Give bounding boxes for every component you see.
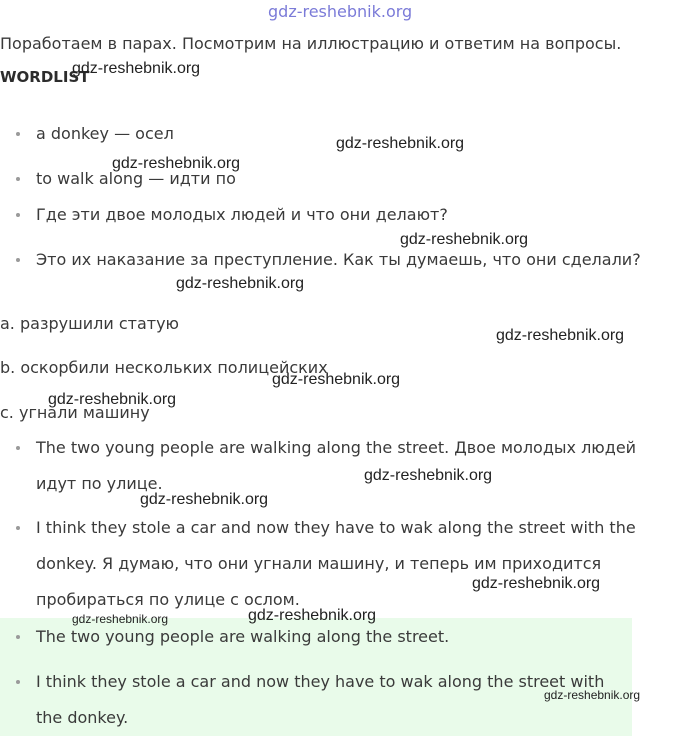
highlight-answer-item: The two young people are walking along the street. (16, 619, 449, 655)
bullet-icon (16, 258, 20, 262)
watermark: gdz-reshebnik.org (364, 467, 493, 484)
watermark: gdz-reshebnik.org (140, 491, 269, 508)
option-a: a. разрушили статую (0, 314, 179, 333)
watermark: gdz-reshebnik.org (72, 612, 169, 626)
watermark: gdz-reshebnik.org (72, 60, 201, 77)
bullet-icon (16, 526, 20, 530)
intro-text: Поработаем в парах. Посмотрим на иллюстрацию и ответим на вопросы. (0, 34, 622, 53)
watermark: gdz-reshebnik.org (248, 607, 377, 624)
watermark: gdz-reshebnik.org (496, 327, 625, 344)
watermark: gdz-reshebnik.org (112, 155, 241, 172)
answer-item: I think they stole a car and now they have to wak along the street with the donkey. Я думаю, что они угнали машину, и теперь им приходится пробираться по улице с ослом. (16, 510, 636, 618)
watermark: gdz-reshebnik.org (336, 135, 465, 152)
list-item: to walk along — идти по (16, 161, 236, 197)
top-watermark: gdz-reshebnik.org (268, 2, 413, 21)
answer-item: The two young people are walking along the street. Двое молодых людей идут по улице. (16, 430, 636, 502)
option-c: c. угнали машину (0, 403, 150, 422)
bullet-icon (16, 213, 20, 217)
bullet-icon (16, 680, 20, 684)
watermark: gdz-reshebnik.org (272, 371, 401, 388)
watermark: gdz-reshebnik.org (176, 275, 305, 292)
bullet-icon (16, 132, 20, 136)
watermark: gdz-reshebnik.org (472, 575, 601, 592)
option-b: b. оскорбили нескольких полицейских (0, 358, 328, 377)
watermark: gdz-reshebnik.org (544, 688, 641, 702)
watermark: gdz-reshebnik.org (48, 391, 177, 408)
wordlist-heading: WORDLIST (0, 68, 90, 86)
list-item: a donkey — осел (16, 116, 174, 152)
bullet-icon (16, 177, 20, 181)
highlight-answer-item: I think they stole a car and now they have to wak along the street with the donkey. (16, 664, 604, 736)
bullet-icon (16, 446, 20, 450)
bullet-icon (16, 635, 20, 639)
list-item: Это их наказание за преступление. Как ты думаешь, что они сделали? (16, 242, 641, 278)
watermark: gdz-reshebnik.org (400, 231, 529, 248)
list-item: Где эти двое молодых людей и что они делают? (16, 197, 448, 233)
